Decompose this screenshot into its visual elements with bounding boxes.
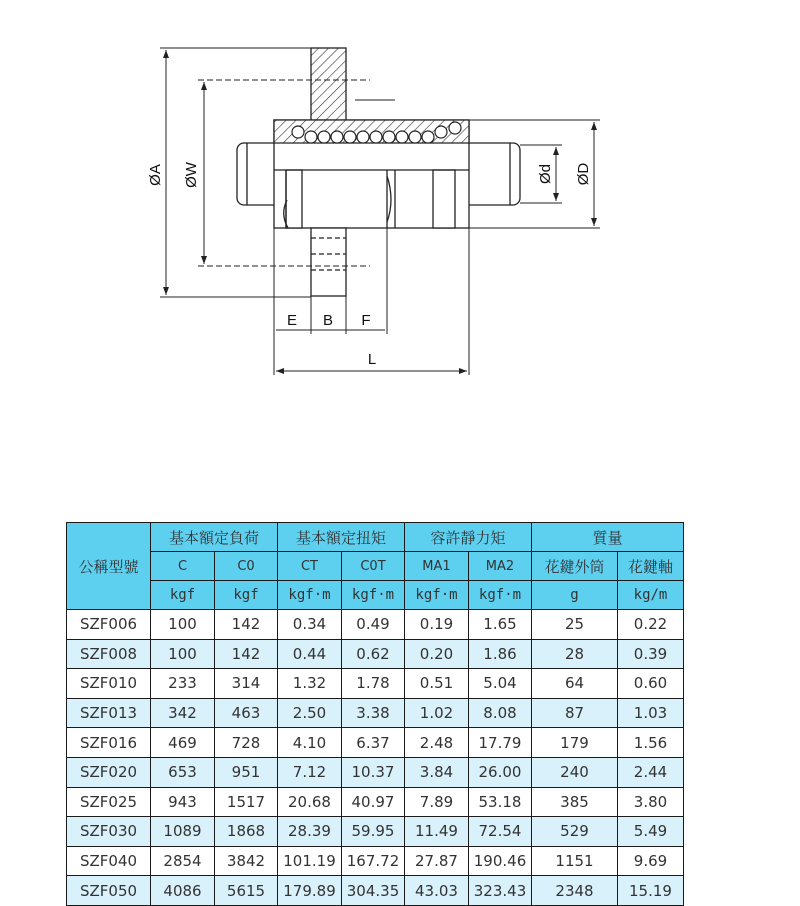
model-cell: SZF025 (67, 787, 151, 817)
value-cell: 233 (151, 669, 215, 699)
value-cell: 0.22 (618, 610, 684, 640)
value-cell: 0.34 (278, 610, 342, 640)
model-header: 公稱型號 (67, 523, 151, 610)
value-cell: 15.19 (618, 876, 684, 906)
table-row (67, 639, 684, 669)
value-cell: 101.19 (278, 846, 342, 876)
symbol-header: CT (278, 552, 342, 581)
value-cell: 1.78 (342, 669, 405, 699)
unit-header: kg/m (618, 581, 684, 610)
unit-header: kgf·m (342, 581, 405, 610)
value-cell: 5.49 (618, 817, 684, 847)
value-cell: 2.48 (405, 728, 469, 758)
symbol-header: MA1 (405, 552, 469, 581)
unit-header: kgf (215, 581, 278, 610)
symbol-header: MA2 (469, 552, 532, 581)
group-header-moment: 容許靜力矩 (405, 523, 532, 552)
value-cell: 7.12 (278, 757, 342, 787)
value-cell: 314 (215, 669, 278, 699)
value-cell: 3.80 (618, 787, 684, 817)
unit-header: kgf·m (405, 581, 469, 610)
value-cell: 28.39 (278, 817, 342, 847)
symbol-header: C0 (215, 552, 278, 581)
ball-spline-drawing (0, 0, 800, 400)
value-cell: 72.54 (469, 817, 532, 847)
table-row (67, 817, 684, 847)
value-cell: 0.60 (618, 669, 684, 699)
value-cell: 179.89 (278, 876, 342, 906)
symbol-header-row (67, 552, 684, 581)
unit-header: kgf·m (469, 581, 532, 610)
value-cell: 1.32 (278, 669, 342, 699)
value-cell: 728 (215, 728, 278, 758)
value-cell: 10.37 (342, 757, 405, 787)
value-cell: 6.37 (342, 728, 405, 758)
symbol-header: 花鍵軸 (618, 552, 684, 581)
value-cell: 9.69 (618, 846, 684, 876)
value-cell: 3.38 (342, 698, 405, 728)
value-cell: 64 (532, 669, 618, 699)
value-cell: 27.87 (405, 846, 469, 876)
value-cell: 4.10 (278, 728, 342, 758)
value-cell: 26.00 (469, 757, 532, 787)
value-cell: 342 (151, 698, 215, 728)
value-cell: 11.49 (405, 817, 469, 847)
value-cell: 25 (532, 610, 618, 640)
table-row (67, 876, 684, 906)
model-cell: SZF013 (67, 698, 151, 728)
value-cell: 100 (151, 610, 215, 640)
group-header-load: 基本額定負荷 (151, 523, 278, 552)
value-cell: 943 (151, 787, 215, 817)
value-cell: 385 (532, 787, 618, 817)
value-cell: 3.84 (405, 757, 469, 787)
value-cell: 100 (151, 639, 215, 669)
value-cell: 1.03 (618, 698, 684, 728)
table-row (67, 698, 684, 728)
value-cell: 0.49 (342, 610, 405, 640)
value-cell: 529 (532, 817, 618, 847)
model-cell: SZF020 (67, 757, 151, 787)
value-cell: 28 (532, 639, 618, 669)
value-cell: 190.46 (469, 846, 532, 876)
value-cell: 1089 (151, 817, 215, 847)
value-cell: 5.04 (469, 669, 532, 699)
value-cell: 2854 (151, 846, 215, 876)
value-cell: 463 (215, 698, 278, 728)
value-cell: 1.86 (469, 639, 532, 669)
value-cell: 1868 (215, 817, 278, 847)
table-row (67, 610, 684, 640)
table-row (67, 846, 684, 876)
value-cell: 2.44 (618, 757, 684, 787)
value-cell: 2348 (532, 876, 618, 906)
table-row (67, 787, 684, 817)
value-cell: 0.19 (405, 610, 469, 640)
value-cell: 0.39 (618, 639, 684, 669)
value-cell: 7.89 (405, 787, 469, 817)
unit-header: g (532, 581, 618, 610)
value-cell: 20.68 (278, 787, 342, 817)
group-header-mass: 質量 (532, 523, 684, 552)
value-cell: 142 (215, 639, 278, 669)
value-cell: 1151 (532, 846, 618, 876)
dimension-B-label: B (322, 312, 334, 329)
model-cell: SZF010 (67, 669, 151, 699)
value-cell: 40.97 (342, 787, 405, 817)
value-cell: 4086 (151, 876, 215, 906)
symbol-header: 花鍵外筒 (532, 552, 618, 581)
symbol-header: C0T (342, 552, 405, 581)
dimension-F-label: F (361, 312, 371, 329)
model-cell: SZF050 (67, 876, 151, 906)
value-cell: 1517 (215, 787, 278, 817)
diameter-d-label: Ød (537, 163, 554, 185)
table-row (67, 669, 684, 699)
value-cell: 3842 (215, 846, 278, 876)
model-cell: SZF016 (67, 728, 151, 758)
model-cell: SZF006 (67, 610, 151, 640)
dimension-L-label: L (367, 351, 377, 368)
model-cell: SZF008 (67, 639, 151, 669)
value-cell: 87 (532, 698, 618, 728)
value-cell: 1.02 (405, 698, 469, 728)
value-cell: 0.44 (278, 639, 342, 669)
value-cell: 8.08 (469, 698, 532, 728)
spec-table (66, 522, 684, 906)
value-cell: 304.35 (342, 876, 405, 906)
diameter-W-label: ØW (183, 162, 200, 188)
value-cell: 1.65 (469, 610, 532, 640)
unit-header-row (67, 581, 684, 610)
value-cell: 469 (151, 728, 215, 758)
value-cell: 2.50 (278, 698, 342, 728)
value-cell: 951 (215, 757, 278, 787)
value-cell: 1.56 (618, 728, 684, 758)
diameter-D-label: ØD (575, 162, 592, 186)
value-cell: 43.03 (405, 876, 469, 906)
value-cell: 0.51 (405, 669, 469, 699)
value-cell: 179 (532, 728, 618, 758)
model-cell: SZF030 (67, 817, 151, 847)
value-cell: 653 (151, 757, 215, 787)
value-cell: 17.79 (469, 728, 532, 758)
value-cell: 59.95 (342, 817, 405, 847)
symbol-header: C (151, 552, 215, 581)
dimension-E-label: E (286, 312, 298, 329)
outer-cylinder (274, 48, 469, 296)
unit-header: kgf·m (278, 581, 342, 610)
diameter-A-label: ØA (147, 164, 164, 186)
value-cell: 53.18 (469, 787, 532, 817)
group-header-torque: 基本額定扭矩 (278, 523, 405, 552)
value-cell: 167.72 (342, 846, 405, 876)
value-cell: 0.62 (342, 639, 405, 669)
value-cell: 142 (215, 610, 278, 640)
unit-header: kgf (151, 581, 215, 610)
table-row (67, 757, 684, 787)
value-cell: 323.43 (469, 876, 532, 906)
table-row (67, 728, 684, 758)
value-cell: 0.20 (405, 639, 469, 669)
model-cell: SZF040 (67, 846, 151, 876)
value-cell: 240 (532, 757, 618, 787)
value-cell: 5615 (215, 876, 278, 906)
